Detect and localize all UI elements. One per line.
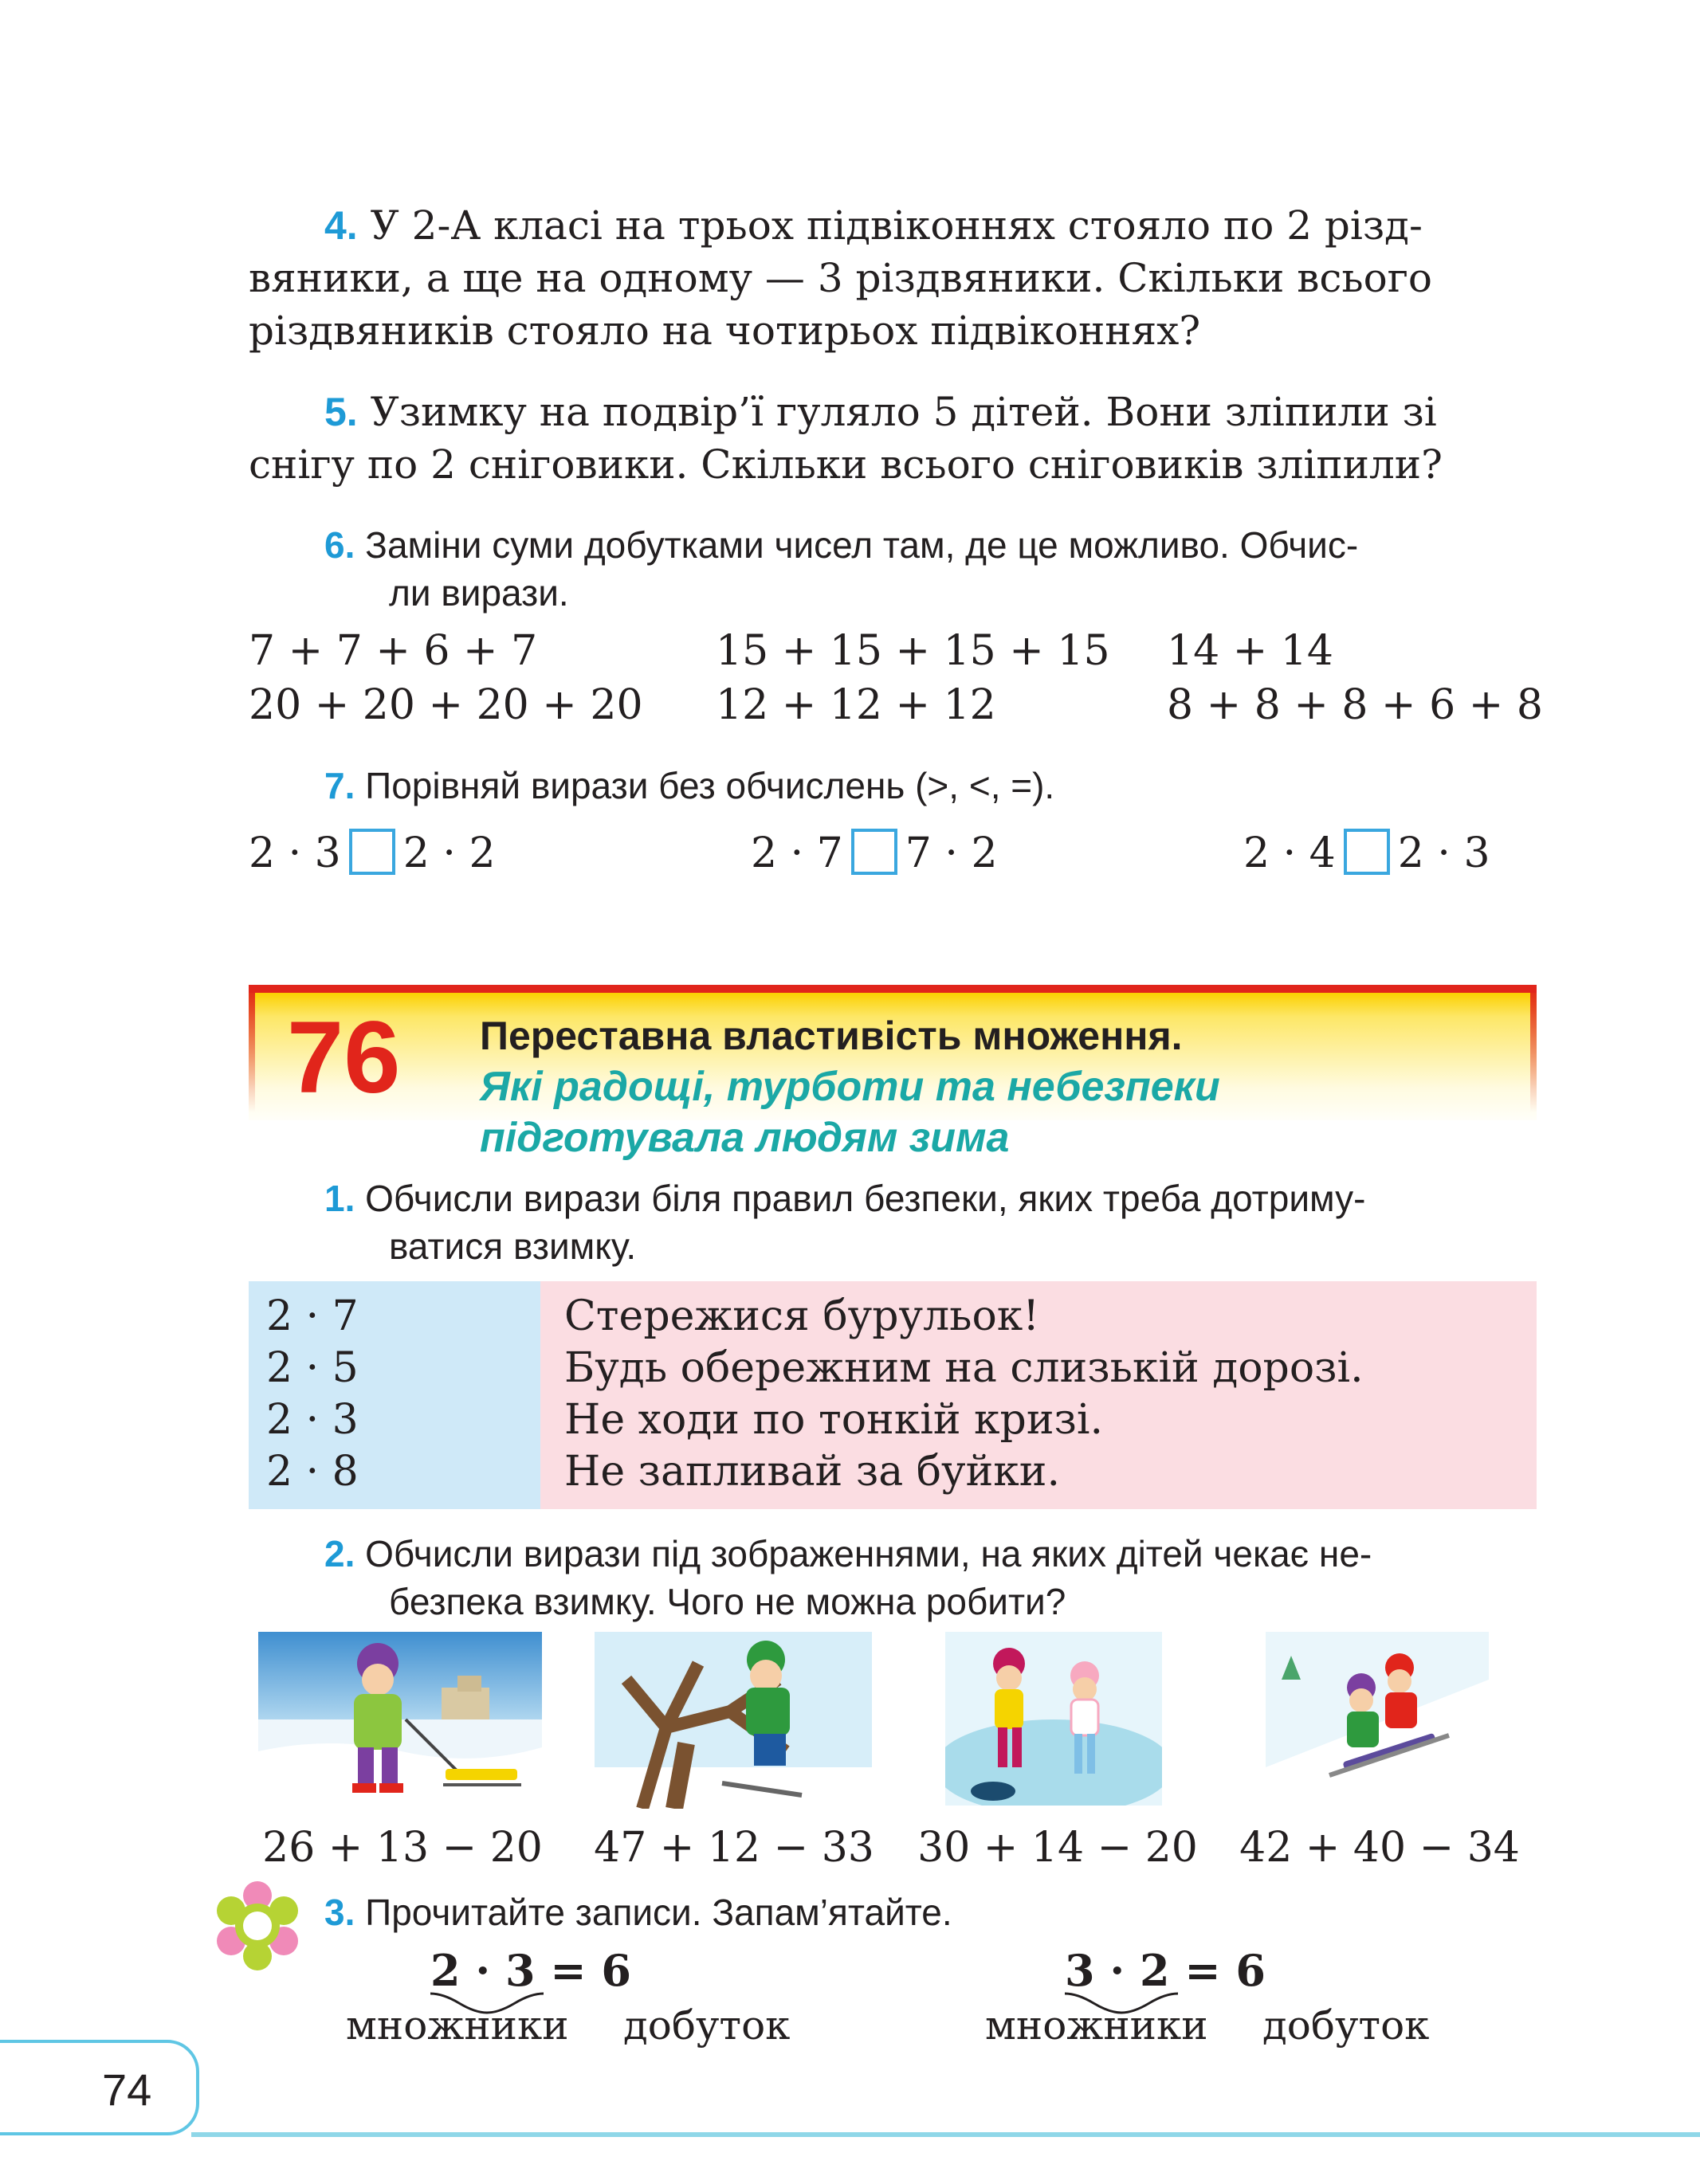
answer-box[interactable] <box>1344 829 1390 875</box>
product-label: добуток <box>1262 2002 1430 2049</box>
answer-box[interactable] <box>851 829 897 875</box>
safety-rules-table <box>249 1281 1537 1509</box>
product-label: добуток <box>623 2002 791 2049</box>
page-number-tab <box>0 2040 199 2135</box>
task-number: 1. <box>324 1178 355 1219</box>
lesson-header-border <box>1530 985 1537 1112</box>
expression: 7 + 7 + 6 + 7 <box>249 627 538 675</box>
task-text: Прочитайте записи. Запам’ятайте. <box>365 1892 952 1933</box>
comparison-2 <box>751 827 998 880</box>
task-text: різдвяників стояло на чотирьох підвіконнях? <box>249 308 1201 354</box>
task-text: ли вирази. <box>389 572 569 614</box>
expression: 14 + 14 <box>1167 627 1333 675</box>
expression: 2 · 5 <box>266 1344 359 1392</box>
lesson-number: 76 <box>287 1001 401 1115</box>
comparison-left: 2 · 4 <box>1243 829 1336 877</box>
expression: 2 · 3 <box>266 1396 359 1444</box>
task-number: 3. <box>324 1892 355 1933</box>
task-text: Порівняй вирази без обчислень (>, <, =). <box>365 765 1055 806</box>
comparison-right: 2 · 3 <box>1397 829 1490 877</box>
formula-2: 3 · 2 = 6 <box>1065 1945 1266 1996</box>
comparison-right: 2 · 2 <box>402 829 496 877</box>
page-number: 74 <box>102 2064 152 2115</box>
ice-children-illustration <box>945 1632 1162 1806</box>
footer-line <box>191 2132 1700 2137</box>
task-5 <box>249 386 1536 491</box>
lesson-task-1 <box>249 1174 1536 1270</box>
task-text: безпека взимку. Чого не можна робити? <box>389 1581 1066 1622</box>
safety-rule: Будь обережним на слизькій дорозі. <box>564 1344 1364 1392</box>
factors-label: множники <box>346 2002 569 2049</box>
answer-box[interactable] <box>349 829 395 875</box>
expression: 15 + 15 + 15 + 15 <box>716 627 1110 675</box>
formula-1: 2 · 3 = 6 <box>430 1945 631 1996</box>
task-text: ватися взимку. <box>389 1225 637 1267</box>
comparison-right: 7 · 2 <box>905 829 998 877</box>
lesson-subtitle-line: Які радощі, турботи та небезпеки <box>480 1064 1220 1110</box>
rules-column <box>540 1281 1537 1509</box>
comparison-1 <box>249 827 496 880</box>
task-number: 4. <box>324 203 358 248</box>
expression: 12 + 12 + 12 <box>716 681 996 729</box>
task-7 <box>249 762 1536 810</box>
task-text: вяники, а ще на одному — 3 різдвяники. Скільки всього <box>249 255 1433 301</box>
task-text: Заміни суми добутками чисел там, де це можливо. Обчис- <box>365 524 1359 566</box>
sled-child-illustration <box>258 1632 542 1809</box>
lesson-header-border <box>249 985 255 1112</box>
safety-rule: Не запливай за буйки. <box>564 1448 1060 1496</box>
picture-expression: 47 + 12 − 33 <box>594 1824 874 1872</box>
task-text: снігу по 2 сніговики. Скільки всього сніговиків зліпили? <box>249 441 1443 488</box>
factors-label: множники <box>985 2002 1208 2049</box>
picture-sled-child <box>258 1632 542 1809</box>
picture-expression: 26 + 13 − 20 <box>262 1824 543 1872</box>
task-number: 7. <box>324 765 355 806</box>
picture-tree-child <box>595 1632 872 1809</box>
task-text: Узимку на подвір’ї гуляло 5 дітей. Вони зліпили зі <box>370 389 1437 435</box>
picture-expression: 30 + 14 − 20 <box>917 1824 1198 1872</box>
task-number: 2. <box>324 1533 355 1574</box>
picture-sledding-children <box>1266 1632 1489 1807</box>
comparison-left: 2 · 3 <box>249 829 341 877</box>
task-text: У 2-А класі на трьох підвіконнях стояло по 2 різд- <box>370 202 1423 249</box>
task-6 <box>249 521 1536 617</box>
safety-rule: Стережися бурульок! <box>564 1292 1040 1340</box>
comparison-3 <box>1243 827 1490 880</box>
lesson-subtitle <box>480 1061 1220 1163</box>
lesson-task-2 <box>249 1530 1536 1625</box>
safety-rule: Не ходи по тонкій кризі. <box>564 1396 1103 1444</box>
expression: 20 + 20 + 20 + 20 <box>249 681 643 729</box>
lesson-subtitle-line: підготувала людям зима <box>480 1115 1010 1161</box>
expression: 8 + 8 + 8 + 6 + 8 <box>1167 681 1543 729</box>
expression: 2 · 8 <box>266 1448 359 1496</box>
comparison-left: 2 · 7 <box>751 829 843 877</box>
lesson-title: Переставна властивість множення. <box>480 1014 1183 1058</box>
picture-ice-children <box>945 1632 1162 1806</box>
task-4 <box>249 199 1536 357</box>
task-number: 6. <box>324 524 355 566</box>
task-number: 5. <box>324 390 358 434</box>
tree-child-illustration <box>595 1632 872 1809</box>
lesson-task-3 <box>249 1888 1536 1936</box>
task-text: Обчисли вирази під зображеннями, на яких дітей чекає не- <box>365 1533 1372 1574</box>
expression: 2 · 7 <box>266 1292 359 1340</box>
picture-expression: 42 + 40 − 34 <box>1239 1824 1520 1872</box>
task-text: Обчисли вирази біля правил безпеки, яких треба дотриму- <box>365 1178 1366 1219</box>
expressions-column <box>249 1281 540 1509</box>
sledding-children-illustration <box>1266 1632 1489 1807</box>
